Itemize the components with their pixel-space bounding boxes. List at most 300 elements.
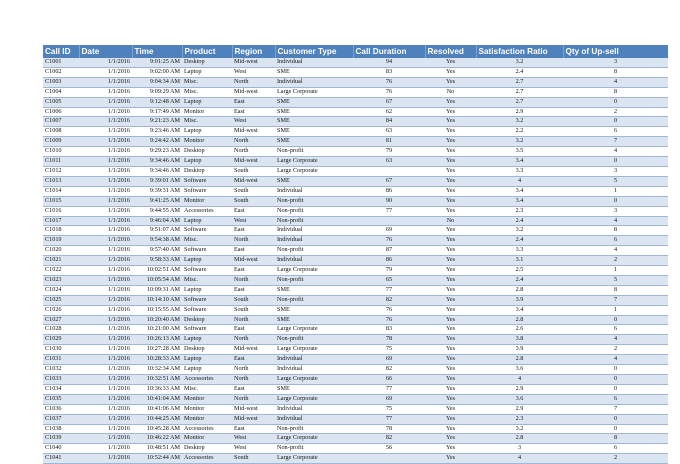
- cell-product[interactable]: Desktop: [182, 147, 232, 157]
- cell-call-id[interactable]: C1019: [43, 236, 79, 246]
- cell-time[interactable]: 9:39:01 AM: [132, 176, 182, 186]
- cell-resolved[interactable]: Yes: [425, 345, 476, 355]
- cell-date[interactable]: 1/1/2016: [79, 266, 132, 276]
- table-row[interactable]: [43, 176, 668, 186]
- cell-time[interactable]: 9:46:04 AM: [132, 216, 182, 226]
- cell-qty-upsell[interactable]: 5: [563, 275, 668, 285]
- cell-time[interactable]: 9:34:46 AM: [132, 166, 182, 176]
- cell-region[interactable]: East: [232, 384, 275, 394]
- cell-time[interactable]: 9:21:23 AM: [132, 117, 182, 127]
- cell-resolved[interactable]: Yes: [425, 355, 476, 365]
- cell-satisfaction-ratio[interactable]: 3.2: [476, 58, 563, 67]
- cell-date[interactable]: 1/1/2016: [79, 444, 132, 454]
- cell-call-id[interactable]: C1033: [43, 375, 79, 385]
- cell-customer-type[interactable]: Non-profit: [275, 216, 353, 226]
- cell-satisfaction-ratio[interactable]: 3.2: [476, 424, 563, 434]
- cell-product[interactable]: Software: [182, 266, 232, 276]
- cell-call-duration[interactable]: 62: [353, 107, 425, 117]
- cell-product[interactable]: Misc.: [182, 77, 232, 87]
- cell-resolved[interactable]: Yes: [425, 325, 476, 335]
- cell-call-id[interactable]: C1004: [43, 87, 79, 97]
- cell-call-duration[interactable]: 78: [353, 335, 425, 345]
- cell-qty-upsell[interactable]: 1: [563, 305, 668, 315]
- cell-customer-type[interactable]: Non-profit: [275, 444, 353, 454]
- cell-call-id[interactable]: C1008: [43, 127, 79, 137]
- cell-customer-type[interactable]: Large Corporate: [275, 454, 353, 464]
- cell-date[interactable]: 1/1/2016: [79, 355, 132, 365]
- table-row[interactable]: [43, 137, 668, 147]
- cell-satisfaction-ratio[interactable]: 2.7: [476, 97, 563, 107]
- cell-customer-type[interactable]: Individual: [275, 256, 353, 266]
- cell-customer-type[interactable]: Individual: [275, 365, 353, 375]
- cell-satisfaction-ratio[interactable]: 2.4: [476, 216, 563, 226]
- cell-satisfaction-ratio[interactable]: 2.4: [476, 275, 563, 285]
- cell-call-duration[interactable]: 77: [353, 384, 425, 394]
- cell-call-duration[interactable]: 81: [353, 137, 425, 147]
- cell-call-duration[interactable]: 76: [353, 87, 425, 97]
- cell-region[interactable]: East: [232, 285, 275, 295]
- cell-qty-upsell[interactable]: 0: [563, 384, 668, 394]
- cell-time[interactable]: 10:02:51 AM: [132, 266, 182, 276]
- cell-time[interactable]: 9:01:25 AM: [132, 58, 182, 67]
- cell-customer-type[interactable]: Individual: [275, 77, 353, 87]
- cell-customer-type[interactable]: SME: [275, 315, 353, 325]
- cell-customer-type[interactable]: Large Corporate: [275, 87, 353, 97]
- cell-time[interactable]: 9:54:38 AM: [132, 236, 182, 246]
- cell-satisfaction-ratio[interactable]: 3.3: [476, 246, 563, 256]
- cell-region[interactable]: East: [232, 355, 275, 365]
- cell-customer-type[interactable]: Large Corporate: [275, 325, 353, 335]
- cell-call-id[interactable]: C1002: [43, 67, 79, 77]
- cell-call-duration[interactable]: 86: [353, 256, 425, 266]
- cell-product[interactable]: Misc.: [182, 117, 232, 127]
- cell-region[interactable]: Mid-west: [232, 157, 275, 167]
- cell-call-id[interactable]: C1003: [43, 77, 79, 87]
- cell-qty-upsell[interactable]: 3: [563, 166, 668, 176]
- header-date[interactable]: Date: [79, 45, 132, 58]
- cell-qty-upsell[interactable]: 6: [563, 127, 668, 137]
- cell-date[interactable]: 1/1/2016: [79, 424, 132, 434]
- cell-qty-upsell[interactable]: 0: [563, 365, 668, 375]
- table-row[interactable]: [43, 67, 668, 77]
- cell-qty-upsell[interactable]: 0: [563, 117, 668, 127]
- cell-satisfaction-ratio[interactable]: 3.9: [476, 345, 563, 355]
- cell-qty-upsell[interactable]: 2: [563, 345, 668, 355]
- cell-qty-upsell[interactable]: 4: [563, 335, 668, 345]
- cell-region[interactable]: East: [232, 266, 275, 276]
- cell-customer-type[interactable]: Individual: [275, 236, 353, 246]
- cell-call-id[interactable]: C1013: [43, 176, 79, 186]
- cell-satisfaction-ratio[interactable]: 2.8: [476, 315, 563, 325]
- cell-region[interactable]: Mid-west: [232, 345, 275, 355]
- cell-call-id[interactable]: C1012: [43, 166, 79, 176]
- cell-date[interactable]: 1/1/2016: [79, 196, 132, 206]
- cell-product[interactable]: Accessories: [182, 206, 232, 216]
- header-product[interactable]: Product: [182, 45, 232, 58]
- table-row[interactable]: [43, 147, 668, 157]
- cell-qty-upsell[interactable]: 7: [563, 137, 668, 147]
- table-row[interactable]: [43, 345, 668, 355]
- cell-resolved[interactable]: Yes: [425, 404, 476, 414]
- cell-resolved[interactable]: Yes: [425, 335, 476, 345]
- cell-time[interactable]: 9:51:07 AM: [132, 226, 182, 236]
- cell-customer-type[interactable]: Large Corporate: [275, 434, 353, 444]
- cell-resolved[interactable]: Yes: [425, 444, 476, 454]
- cell-resolved[interactable]: Yes: [425, 166, 476, 176]
- cell-resolved[interactable]: Yes: [425, 375, 476, 385]
- cell-date[interactable]: 1/1/2016: [79, 256, 132, 266]
- cell-product[interactable]: Monitor: [182, 196, 232, 206]
- table-row[interactable]: [43, 365, 668, 375]
- cell-date[interactable]: 1/1/2016: [79, 67, 132, 77]
- cell-call-id[interactable]: C1035: [43, 394, 79, 404]
- table-row[interactable]: [43, 186, 668, 196]
- cell-resolved[interactable]: Yes: [425, 196, 476, 206]
- cell-satisfaction-ratio[interactable]: 3.9: [476, 295, 563, 305]
- cell-resolved[interactable]: Yes: [425, 147, 476, 157]
- cell-date[interactable]: 1/1/2016: [79, 137, 132, 147]
- cell-resolved[interactable]: Yes: [425, 434, 476, 444]
- cell-resolved[interactable]: Yes: [425, 315, 476, 325]
- cell-date[interactable]: 1/1/2016: [79, 77, 132, 87]
- table-row[interactable]: [43, 196, 668, 206]
- cell-customer-type[interactable]: Individual: [275, 355, 353, 365]
- cell-customer-type[interactable]: Large Corporate: [275, 375, 353, 385]
- cell-date[interactable]: 1/1/2016: [79, 434, 132, 444]
- cell-date[interactable]: 1/1/2016: [79, 216, 132, 226]
- cell-call-duration[interactable]: 66: [353, 375, 425, 385]
- cell-satisfaction-ratio[interactable]: 2.4: [476, 67, 563, 77]
- cell-satisfaction-ratio[interactable]: 2.3: [476, 206, 563, 216]
- cell-qty-upsell[interactable]: 0: [563, 424, 668, 434]
- cell-customer-type[interactable]: SME: [275, 176, 353, 186]
- cell-time[interactable]: 9:24:42 AM: [132, 137, 182, 147]
- cell-date[interactable]: 1/1/2016: [79, 365, 132, 375]
- cell-call-duration[interactable]: 84: [353, 117, 425, 127]
- cell-product[interactable]: Laptop: [182, 97, 232, 107]
- cell-product[interactable]: Laptop: [182, 365, 232, 375]
- cell-product[interactable]: Desktop: [182, 58, 232, 67]
- cell-product[interactable]: Software: [182, 226, 232, 236]
- cell-call-duration[interactable]: 75: [353, 404, 425, 414]
- table-row[interactable]: [43, 384, 668, 394]
- cell-call-id[interactable]: C1038: [43, 424, 79, 434]
- cell-customer-type[interactable]: SME: [275, 305, 353, 315]
- cell-call-duration[interactable]: 69: [353, 355, 425, 365]
- cell-region[interactable]: West: [232, 216, 275, 226]
- header-call-duration[interactable]: Call Duration: [353, 45, 425, 58]
- cell-call-id[interactable]: C1011: [43, 157, 79, 167]
- cell-product[interactable]: Software: [182, 325, 232, 335]
- cell-qty-upsell[interactable]: 1: [563, 266, 668, 276]
- cell-product[interactable]: Laptop: [182, 285, 232, 295]
- cell-call-id[interactable]: C1034: [43, 384, 79, 394]
- cell-qty-upsell[interactable]: 4: [563, 147, 668, 157]
- table-row[interactable]: [43, 226, 668, 236]
- cell-call-duration[interactable]: 82: [353, 365, 425, 375]
- cell-date[interactable]: 1/1/2016: [79, 305, 132, 315]
- cell-qty-upsell[interactable]: 4: [563, 355, 668, 365]
- table-row[interactable]: [43, 117, 668, 127]
- cell-date[interactable]: 1/1/2016: [79, 375, 132, 385]
- cell-time[interactable]: 10:15:55 AM: [132, 305, 182, 315]
- cell-call-duration[interactable]: 87: [353, 246, 425, 256]
- header-region[interactable]: Region: [232, 45, 275, 58]
- cell-region[interactable]: Mid-west: [232, 414, 275, 424]
- cell-date[interactable]: 1/1/2016: [79, 404, 132, 414]
- cell-resolved[interactable]: Yes: [425, 67, 476, 77]
- table-row[interactable]: [43, 206, 668, 216]
- cell-resolved[interactable]: Yes: [425, 394, 476, 404]
- cell-call-id[interactable]: C1006: [43, 107, 79, 117]
- cell-satisfaction-ratio[interactable]: 4: [476, 454, 563, 464]
- cell-customer-type[interactable]: Individual: [275, 404, 353, 414]
- cell-region[interactable]: North: [232, 77, 275, 87]
- cell-resolved[interactable]: Yes: [425, 414, 476, 424]
- cell-product[interactable]: Desktop: [182, 345, 232, 355]
- cell-time[interactable]: 10:46:22 AM: [132, 434, 182, 444]
- table-row[interactable]: [43, 58, 668, 67]
- cell-product[interactable]: Desktop: [182, 444, 232, 454]
- cell-call-duration[interactable]: 90: [353, 196, 425, 206]
- cell-qty-upsell[interactable]: 6: [563, 236, 668, 246]
- cell-qty-upsell[interactable]: 6: [563, 394, 668, 404]
- cell-region[interactable]: South: [232, 166, 275, 176]
- cell-satisfaction-ratio[interactable]: 3.4: [476, 196, 563, 206]
- cell-product[interactable]: Laptop: [182, 335, 232, 345]
- cell-date[interactable]: 1/1/2016: [79, 97, 132, 107]
- cell-product[interactable]: Laptop: [182, 216, 232, 226]
- cell-region[interactable]: East: [232, 424, 275, 434]
- cell-qty-upsell[interactable]: 4: [563, 246, 668, 256]
- cell-customer-type[interactable]: SME: [275, 127, 353, 137]
- cell-customer-type[interactable]: Non-profit: [275, 275, 353, 285]
- cell-date[interactable]: 1/1/2016: [79, 295, 132, 305]
- table-row[interactable]: [43, 444, 668, 454]
- cell-call-duration[interactable]: 67: [353, 97, 425, 107]
- table-row[interactable]: [43, 375, 668, 385]
- cell-call-id[interactable]: C1029: [43, 335, 79, 345]
- cell-resolved[interactable]: Yes: [425, 424, 476, 434]
- cell-region[interactable]: South: [232, 454, 275, 464]
- cell-product[interactable]: Misc.: [182, 87, 232, 97]
- cell-qty-upsell[interactable]: 6: [563, 325, 668, 335]
- cell-date[interactable]: 1/1/2016: [79, 157, 132, 167]
- table-row[interactable]: [43, 394, 668, 404]
- cell-call-duration[interactable]: 69: [353, 394, 425, 404]
- cell-resolved[interactable]: Yes: [425, 176, 476, 186]
- cell-region[interactable]: Mid-west: [232, 58, 275, 67]
- cell-resolved[interactable]: Yes: [425, 206, 476, 216]
- cell-customer-type[interactable]: SME: [275, 285, 353, 295]
- cell-satisfaction-ratio[interactable]: 3.4: [476, 157, 563, 167]
- table-row[interactable]: [43, 325, 668, 335]
- cell-call-id[interactable]: C1018: [43, 226, 79, 236]
- cell-product[interactable]: Monitor: [182, 137, 232, 147]
- cell-product[interactable]: Laptop: [182, 67, 232, 77]
- cell-call-id[interactable]: C1009: [43, 137, 79, 147]
- cell-resolved[interactable]: Yes: [425, 305, 476, 315]
- cell-call-id[interactable]: C1030: [43, 345, 79, 355]
- cell-call-id[interactable]: C1017: [43, 216, 79, 226]
- cell-customer-type[interactable]: Large Corporate: [275, 166, 353, 176]
- table-row[interactable]: [43, 256, 668, 266]
- cell-region[interactable]: Mid-west: [232, 127, 275, 137]
- cell-date[interactable]: 1/1/2016: [79, 345, 132, 355]
- cell-resolved[interactable]: Yes: [425, 137, 476, 147]
- table-row[interactable]: [43, 315, 668, 325]
- table-row[interactable]: [43, 295, 668, 305]
- cell-region[interactable]: East: [232, 107, 275, 117]
- table-row[interactable]: [43, 285, 668, 295]
- table-row[interactable]: [43, 404, 668, 414]
- cell-call-duration[interactable]: 82: [353, 295, 425, 305]
- cell-date[interactable]: 1/1/2016: [79, 394, 132, 404]
- cell-satisfaction-ratio[interactable]: 4: [476, 176, 563, 186]
- cell-product[interactable]: Software: [182, 176, 232, 186]
- cell-call-id[interactable]: C1031: [43, 355, 79, 365]
- cell-date[interactable]: 1/1/2016: [79, 87, 132, 97]
- cell-date[interactable]: 1/1/2016: [79, 58, 132, 67]
- cell-customer-type[interactable]: SME: [275, 107, 353, 117]
- cell-time[interactable]: 10:52:44 AM: [132, 454, 182, 464]
- cell-time[interactable]: 10:28:33 AM: [132, 355, 182, 365]
- cell-qty-upsell[interactable]: 8: [563, 285, 668, 295]
- cell-time[interactable]: 10:14:10 AM: [132, 295, 182, 305]
- cell-resolved[interactable]: Yes: [425, 365, 476, 375]
- cell-call-id[interactable]: C1014: [43, 186, 79, 196]
- cell-resolved[interactable]: Yes: [425, 117, 476, 127]
- cell-time[interactable]: 10:05:54 AM: [132, 275, 182, 285]
- cell-time[interactable]: 9:41:25 AM: [132, 196, 182, 206]
- cell-product[interactable]: Laptop: [182, 355, 232, 365]
- cell-resolved[interactable]: Yes: [425, 186, 476, 196]
- cell-time[interactable]: 9:09:29 AM: [132, 87, 182, 97]
- cell-resolved[interactable]: Yes: [425, 236, 476, 246]
- cell-customer-type[interactable]: Individual: [275, 414, 353, 424]
- cell-date[interactable]: 1/1/2016: [79, 236, 132, 246]
- cell-date[interactable]: 1/1/2016: [79, 166, 132, 176]
- table-row[interactable]: [43, 434, 668, 444]
- cell-satisfaction-ratio[interactable]: 2.8: [476, 285, 563, 295]
- cell-region[interactable]: East: [232, 246, 275, 256]
- cell-qty-upsell[interactable]: 5: [563, 176, 668, 186]
- cell-time[interactable]: 10:32:34 AM: [132, 365, 182, 375]
- cell-resolved[interactable]: Yes: [425, 384, 476, 394]
- cell-call-duration[interactable]: 86: [353, 186, 425, 196]
- cell-product[interactable]: Software: [182, 305, 232, 315]
- cell-customer-type[interactable]: Large Corporate: [275, 266, 353, 276]
- cell-time[interactable]: 9:02:00 AM: [132, 67, 182, 77]
- header-qty-upsell[interactable]: Qty of Up-sell: [563, 45, 668, 58]
- cell-call-id[interactable]: C1028: [43, 325, 79, 335]
- cell-satisfaction-ratio[interactable]: 2.9: [476, 404, 563, 414]
- cell-region[interactable]: North: [232, 394, 275, 404]
- cell-qty-upsell[interactable]: 3: [563, 58, 668, 67]
- cell-region[interactable]: East: [232, 97, 275, 107]
- cell-call-duration[interactable]: 77: [353, 414, 425, 424]
- cell-call-duration[interactable]: 63: [353, 127, 425, 137]
- cell-call-id[interactable]: C1026: [43, 305, 79, 315]
- cell-call-duration[interactable]: 77: [353, 285, 425, 295]
- cell-qty-upsell[interactable]: 0: [563, 97, 668, 107]
- cell-date[interactable]: 1/1/2016: [79, 246, 132, 256]
- header-time[interactable]: Time: [132, 45, 182, 58]
- cell-satisfaction-ratio[interactable]: 3.3: [476, 166, 563, 176]
- cell-satisfaction-ratio[interactable]: 2.2: [476, 127, 563, 137]
- cell-region[interactable]: North: [232, 335, 275, 345]
- cell-call-id[interactable]: C1040: [43, 444, 79, 454]
- cell-customer-type[interactable]: SME: [275, 117, 353, 127]
- cell-resolved[interactable]: Yes: [425, 295, 476, 305]
- cell-date[interactable]: 1/1/2016: [79, 315, 132, 325]
- cell-time[interactable]: 10:41:04 AM: [132, 394, 182, 404]
- cell-call-duration[interactable]: [353, 216, 425, 226]
- cell-product[interactable]: Accessories: [182, 454, 232, 464]
- cell-date[interactable]: 1/1/2016: [79, 226, 132, 236]
- table-row[interactable]: [43, 77, 668, 87]
- cell-product[interactable]: Accessories: [182, 375, 232, 385]
- cell-qty-upsell[interactable]: 8: [563, 87, 668, 97]
- cell-call-id[interactable]: C1024: [43, 285, 79, 295]
- cell-region[interactable]: South: [232, 295, 275, 305]
- cell-resolved[interactable]: No: [425, 87, 476, 97]
- cell-time[interactable]: 10:09:31 AM: [132, 285, 182, 295]
- cell-call-id[interactable]: C1037: [43, 414, 79, 424]
- cell-call-duration[interactable]: 77: [353, 206, 425, 216]
- cell-qty-upsell[interactable]: 7: [563, 404, 668, 414]
- cell-product[interactable]: Laptop: [182, 157, 232, 167]
- cell-customer-type[interactable]: Non-profit: [275, 206, 353, 216]
- cell-call-id[interactable]: C1020: [43, 246, 79, 256]
- cell-product[interactable]: Software: [182, 295, 232, 305]
- cell-satisfaction-ratio[interactable]: 2.7: [476, 87, 563, 97]
- cell-call-id[interactable]: C1023: [43, 275, 79, 285]
- header-resolved[interactable]: Resolved: [425, 45, 476, 58]
- cell-satisfaction-ratio[interactable]: 2.5: [476, 266, 563, 276]
- cell-resolved[interactable]: No: [425, 216, 476, 226]
- cell-time[interactable]: 9:17:49 AM: [132, 107, 182, 117]
- cell-date[interactable]: 1/1/2016: [79, 275, 132, 285]
- cell-qty-upsell[interactable]: 7: [563, 295, 668, 305]
- cell-satisfaction-ratio[interactable]: 3.1: [476, 256, 563, 266]
- cell-customer-type[interactable]: Non-profit: [275, 335, 353, 345]
- table-row[interactable]: [43, 355, 668, 365]
- cell-date[interactable]: 1/1/2016: [79, 384, 132, 394]
- cell-qty-upsell[interactable]: 0: [563, 157, 668, 167]
- cell-product[interactable]: Desktop: [182, 166, 232, 176]
- cell-region[interactable]: North: [232, 315, 275, 325]
- cell-qty-upsell[interactable]: 2: [563, 454, 668, 464]
- cell-satisfaction-ratio[interactable]: 2.3: [476, 414, 563, 424]
- cell-call-id[interactable]: C1001: [43, 58, 79, 67]
- cell-call-duration[interactable]: 76: [353, 77, 425, 87]
- cell-time[interactable]: 9:58:33 AM: [132, 256, 182, 266]
- table-row[interactable]: [43, 97, 668, 107]
- cell-qty-upsell[interactable]: 3: [563, 206, 668, 216]
- cell-time[interactable]: 10:48:51 AM: [132, 444, 182, 454]
- cell-call-id[interactable]: C1039: [43, 434, 79, 444]
- cell-satisfaction-ratio[interactable]: 3.6: [476, 394, 563, 404]
- cell-call-duration[interactable]: [353, 166, 425, 176]
- cell-customer-type[interactable]: Large Corporate: [275, 157, 353, 167]
- cell-time[interactable]: 9:39:31 AM: [132, 186, 182, 196]
- cell-region[interactable]: South: [232, 186, 275, 196]
- cell-call-id[interactable]: C1036: [43, 404, 79, 414]
- cell-call-duration[interactable]: 76: [353, 305, 425, 315]
- cell-call-duration[interactable]: 79: [353, 147, 425, 157]
- cell-date[interactable]: 1/1/2016: [79, 147, 132, 157]
